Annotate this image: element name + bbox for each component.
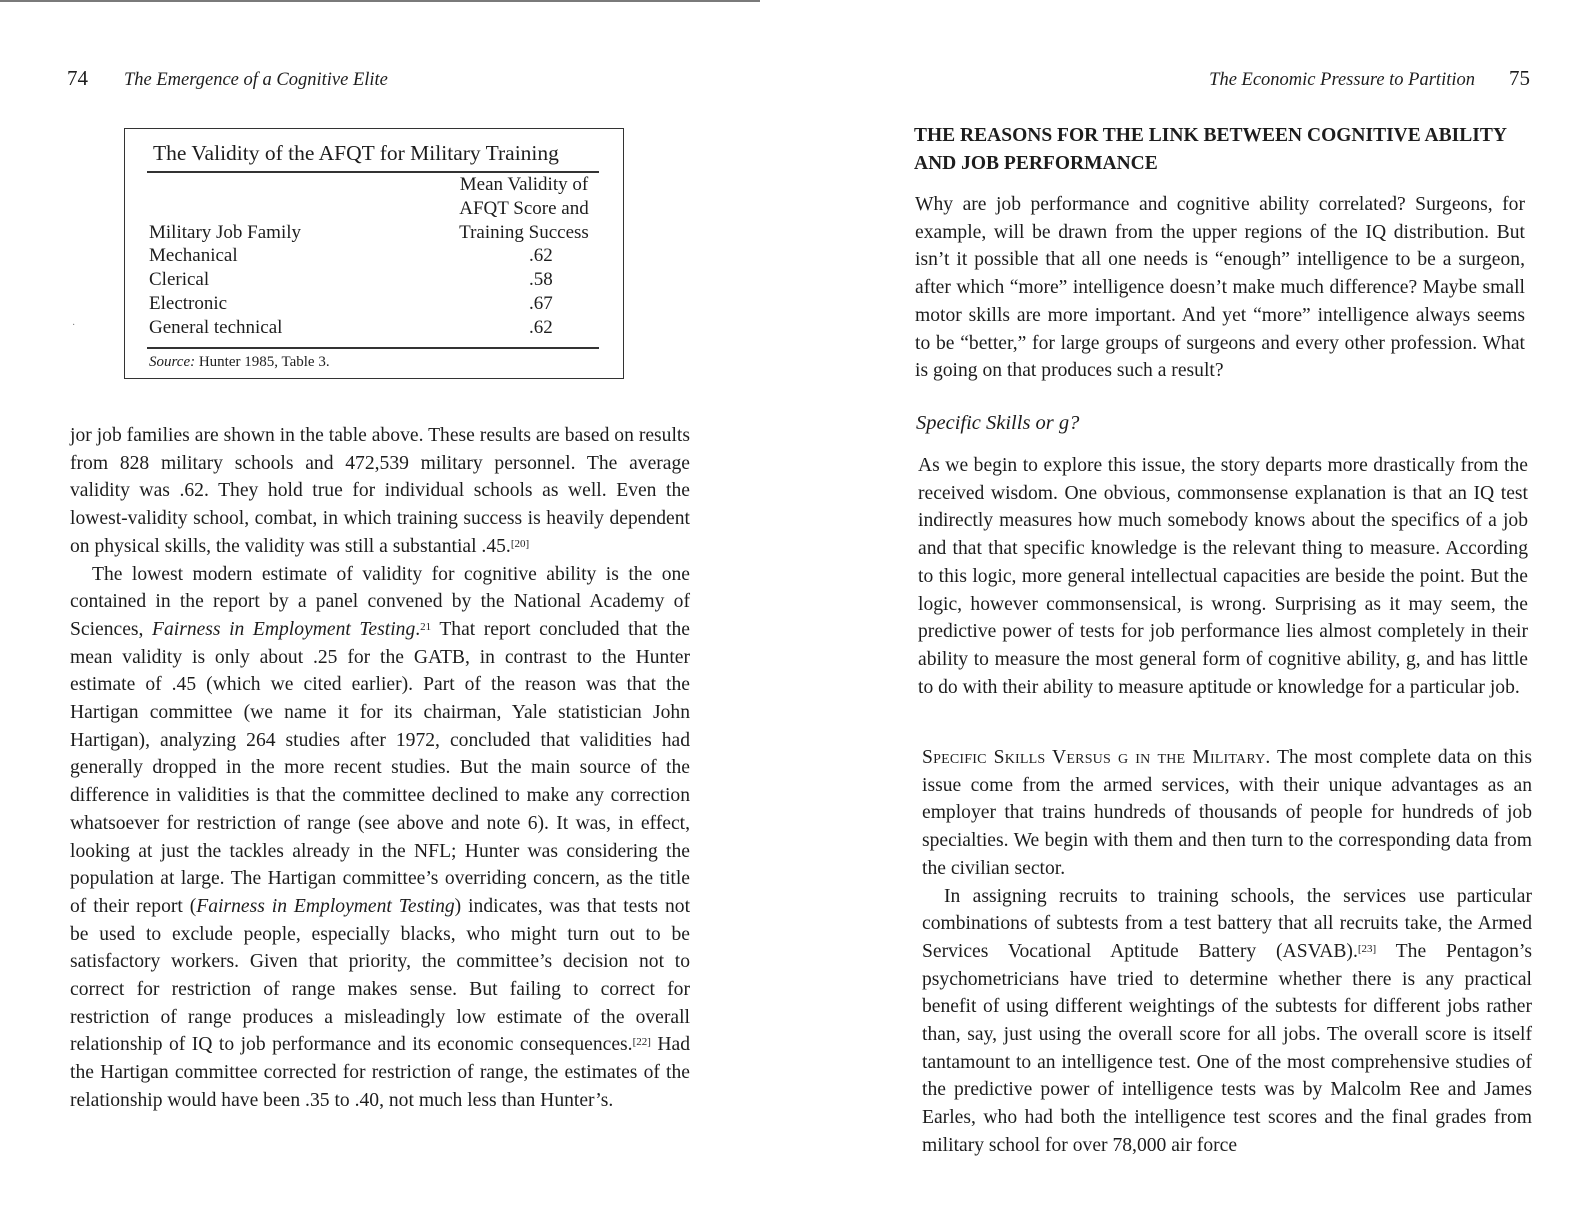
table-bottom-rule — [147, 347, 599, 349]
left-running-title: The Emergence of a Cognitive Elite — [124, 70, 388, 90]
right-running-title: The Economic Pressure to Partition — [1209, 70, 1475, 90]
note-marker: [22] — [632, 1036, 651, 1049]
table-title: The Validity of the AFQT for Military Training — [153, 141, 559, 165]
paragraph-text: The lowest modern estimate of validity for cognitive ability is the one contained in the report by a panel convened by the National Academy of Sciences, — [70, 563, 690, 640]
job-family-cell: Electronic — [149, 293, 228, 314]
italic-report-title: Fairness in Employment Testing — [151, 618, 416, 640]
left-page — [0, 0, 790, 1220]
col-header-line: AFQT Score and — [459, 198, 589, 219]
left-body-text — [70, 422, 690, 1115]
section-heading: THE REASONS FOR THE LINK BETWEEN COGNITIVE ABILITY AND JOB PERFORMANCE — [914, 125, 1507, 174]
right-page — [800, 0, 1582, 1220]
left-paragraph — [70, 422, 690, 561]
table-col-header-validity — [451, 173, 597, 245]
job-family-cell: Clerical — [149, 269, 210, 290]
note-marker: [20] — [510, 537, 530, 550]
right-body-text — [922, 744, 1532, 1160]
col-header-line: Mean Validity of — [459, 174, 589, 195]
left-paragraph — [70, 561, 690, 1115]
table-row — [149, 317, 599, 341]
right-page-number: 75 — [1509, 66, 1530, 90]
source-label: Source: — [149, 354, 196, 370]
scan-speck: · — [72, 320, 76, 331]
right-paragraph — [922, 883, 1532, 1160]
validity-cell: .62 — [529, 245, 553, 266]
subsection-heading: Specific Skills or g? — [916, 412, 1080, 434]
left-page-number: 74 — [67, 66, 88, 90]
paragraph-text: The most complete data on this issue come from the armed services, with their unique advantages as an employer that trains hundreds of thousands of people for hundreds of job specialties. We begin with them and then turn to the corresponding data from the civilian sector. — [922, 747, 1532, 879]
table-row — [149, 245, 599, 269]
validity-cell: .62 — [529, 317, 553, 338]
table-row — [149, 269, 599, 293]
table-row — [149, 293, 599, 317]
paragraph-text: The Pentagon’s psychometricians have tried to determine whether there is any practical benefit of using different weightings of the subtests for different jobs rather than, say, just using the overall score for all jobs. The overall score is itself tantamount to an intelligence test. One of the most comprehensive studies of the predictive power of intelligence tests was by Malcolm Ree and James Earles, who had both the intelligence test scores and the final grades from military school for over 78,000 air force — [922, 940, 1532, 1156]
afqt-validity-table-box — [124, 128, 624, 379]
paragraph-text: That report concluded that the mean validity is only about .25 for the GATB, in contrast to the Hunter estimate of .45 (which we cited earlier). Part of the reason was that the Hartigan committee (we name it for its chairman, Yale statistician John Hartigan), analyzing 264 studies after 1972, concluded that validities had generally dropped in the more recent studies. But the main source of the difference in validities is that the committee declined to make any correction whatsoever for restriction of range (see above and note 6). It was, in effect, looking at just the tackles already in the NFL; Hunter was considering the population at large. The Hartigan committee’s overriding concern, as the title of their report ( — [70, 618, 690, 917]
right-paragraph — [922, 744, 1532, 883]
right-paragraph: As we begin to explore this issue, the story departs more drastically from the received wisdom. One obvious, commonsense explanation is that an IQ test indirectly measures how much somebody knows about the specifics of a job and that that specific knowledge is the relevant thing to measure. According to this logic, more general intellectual capacities are beside the point. But the logic, however commonsensical, is wrong. Surprising as it may seem, the predictive power of tests for job performance lies almost completely in their ability to measure the most general form of cognitive ability, g, and has little to do with their ability to measure aptitude or knowledge for a particular job. — [918, 455, 1528, 698]
validity-cell: .67 — [529, 293, 553, 314]
paragraph-text: . — [415, 618, 421, 640]
right-intro-text — [915, 191, 1525, 385]
italic-report-title: Fairness in Employment Testing — [196, 895, 455, 917]
left-running-head — [67, 66, 388, 91]
paragraph-text: ) indicates, was that tests not be used to exclude people, especially blacks, who might turn out to be satisfactory workers. Given that priority, the committee’s decision not to correct for restriction of range makes sense. But failing to correct for restriction of range produces a misleadingly low estimate of the overall relationship of IQ to job performance and its economic consequences. — [70, 895, 691, 1056]
job-family-cell: General technical — [149, 317, 283, 338]
right-running-head — [1209, 66, 1530, 91]
job-family-cell: Mechanical — [149, 245, 238, 266]
table-source-note — [149, 354, 330, 371]
paragraph-text: In assigning recruits to training schools, the services use particular combinations of subtests from a test battery that all recruits take, the Armed Services Vocational Aptitude Battery (ASVAB). — [922, 885, 1532, 962]
note-marker: [23] — [1357, 942, 1377, 955]
paragraph-text: jor job families are shown in the table above. These results are based on results from 828 military schools and 472,539 military personnel. The average validity was .62. They hold true for individual schools as well. Even the lowest-validity school, combat, in which training success is heavily dependent on physical skills, the validity was still a substantial .45. — [70, 425, 690, 557]
run-in-heading: Specific Skills Versus g in the Military. — [922, 747, 1271, 768]
table-col-header-family: Military Job Family — [149, 222, 301, 243]
source-text: Hunter 1985, Table 3. — [195, 354, 330, 370]
col-header-line: Training Success — [459, 222, 589, 243]
right-paragraph: Why are job performance and cognitive ability correlated? Surgeons, for example, will be drawn from the upper regions of the IQ distribution. But isn’t it possible that all one needs is “enough” intelligence to be a surgeon, after which “more” intelligence doesn’t make much difference? Maybe small motor skills are more important. And yet “more” intelligence always seems to be “better,” for large groups of surgeons and every other profession. What is going on that produces such a result? — [915, 194, 1525, 382]
note-marker: 21 — [420, 620, 432, 633]
validity-cell: .58 — [529, 269, 553, 290]
right-body-text — [918, 452, 1528, 701]
paragraph-text: Had the Hartigan committee corrected for restriction of range, the estimates of the relationship would have been .35 to .40, not much less than Hunter’s. — [70, 1034, 690, 1111]
